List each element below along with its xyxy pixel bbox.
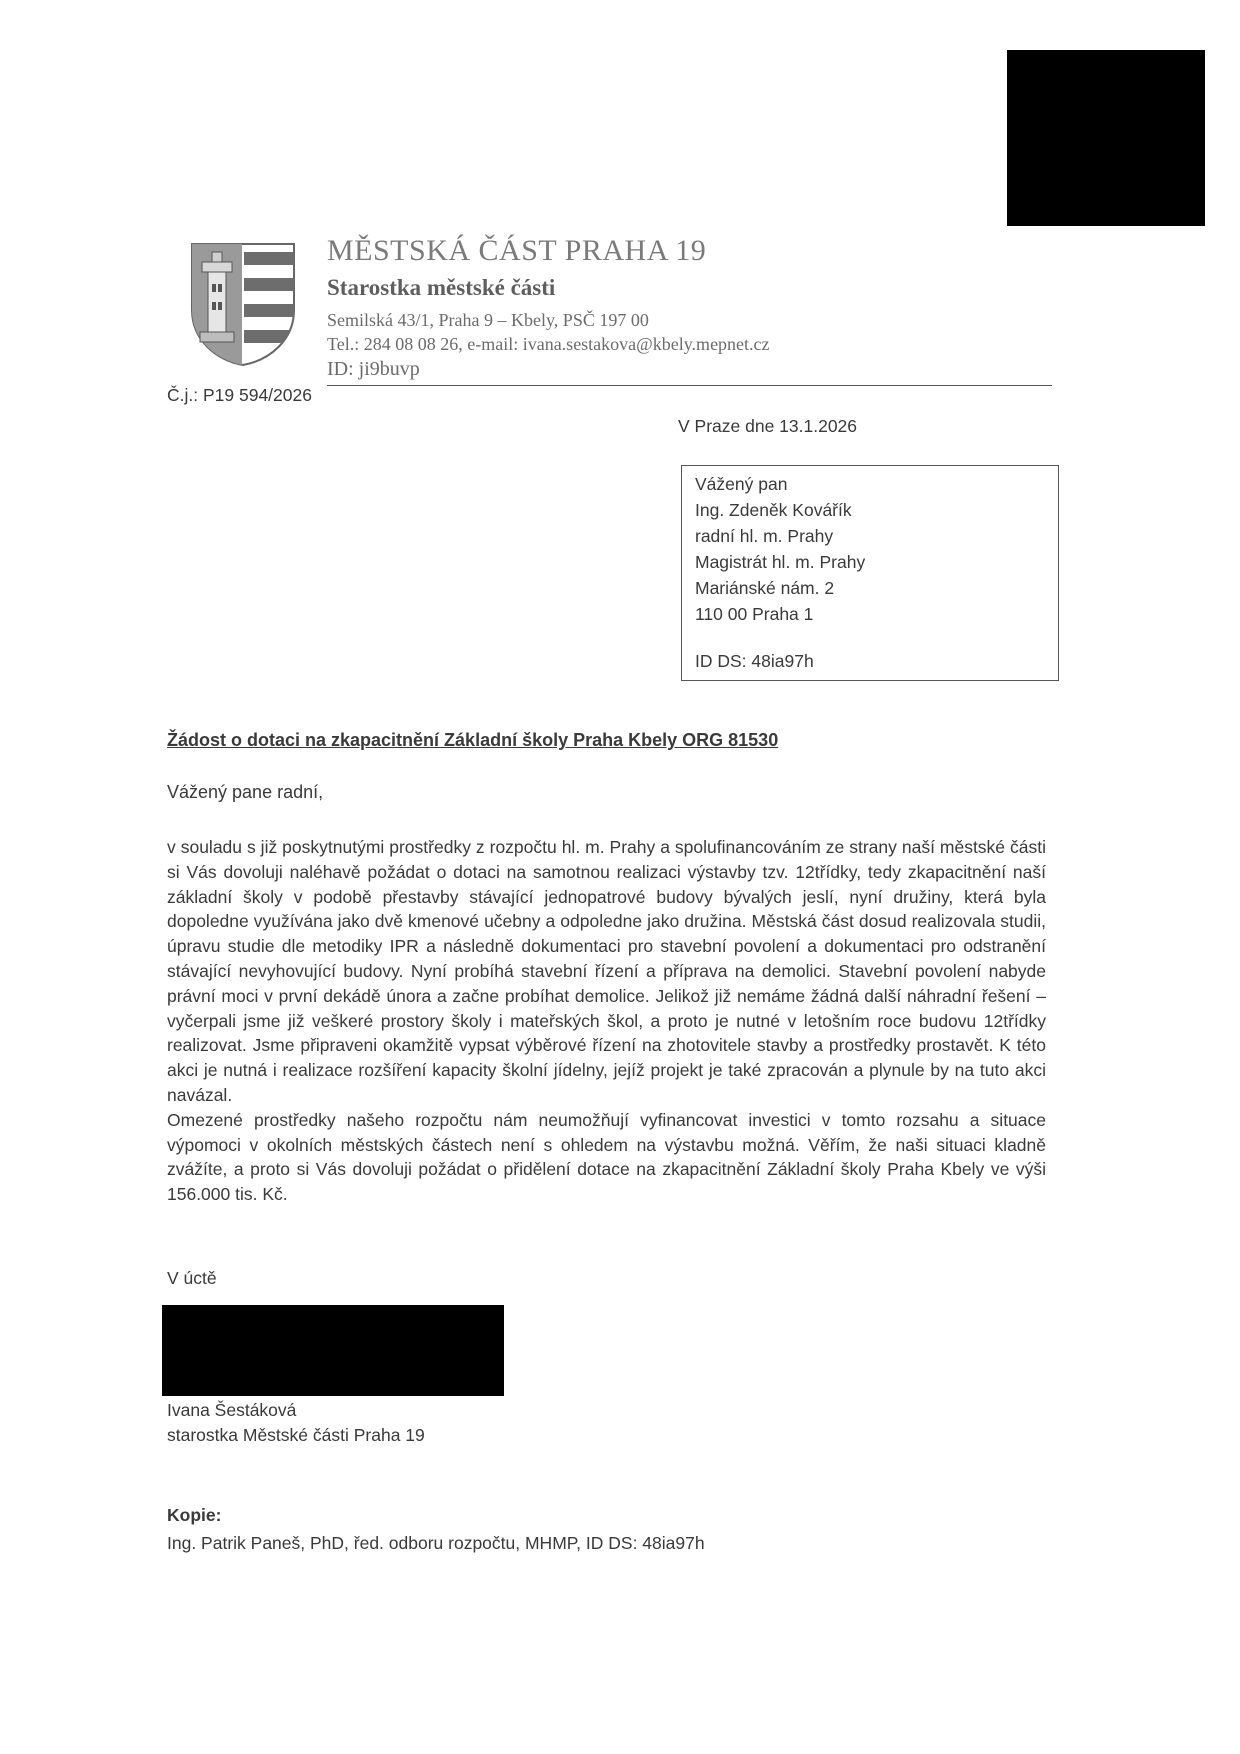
copies-item: Ing. Patrik Paneš, PhD, řed. odboru rozpočtu, MHMP, ID DS: 48ia97h [167,1533,705,1553]
redaction-block-top [1007,50,1205,226]
date-line: V Praze dne 13.1.2026 [678,416,858,436]
letterhead-office-name: MĚSTSKÁ ČÁST PRAHA 19 [327,234,707,267]
recipient-data-box: ID DS: 48ia97h [695,651,814,671]
recipient-line: Magistrát hl. m. Prahy [695,552,866,572]
letter-body [167,835,1046,1207]
closing: V úctě [167,1268,217,1288]
coat-of-arms-icon [188,240,298,368]
salutation: Vážený pane radní, [167,782,324,802]
letterhead-data-box-id: ID: ji9buvp [327,358,420,380]
recipient-address-box [681,465,1059,681]
body-paragraph: Omezené prostředky našeho rozpočtu nám neumožňují vyfinancovat investici v tomto rozsahu a situace výpomoci v okolních městských částech není s ohledem na výstavbu možná. Věřím, že naši situaci kladně zvážíte, a proto si Vás dovoluji požádat o přidělení dotace na zkapacitnění Základní školy Praha Kbely ve výši 156.000 tis. Kč. [167,1109,1046,1205]
reference-number: Č.j.: P19 594/2026 [167,385,312,405]
letterhead-contact: Tel.: 284 08 08 26, e-mail: ivana.sestakova@kbely.mepnet.cz [327,334,770,354]
recipient-line: Vážený pan [695,474,788,494]
copies-heading: Kopie: [167,1505,222,1525]
letterhead-address: Semilská 43/1, Praha 9 – Kbely, PSČ 197 00 [327,310,649,330]
recipient-line: Mariánské nám. 2 [695,578,835,598]
signer-role: starostka Městské části Praha 19 [167,1425,425,1445]
letterhead-office-subtitle: Starostka městské části [327,275,556,300]
recipient-line: Ing. Zdeněk Kovářík [695,500,852,520]
letter-subject: Žádost o dotaci na zkapacitnění Základní školy Praha Kbely ORG 81530 [167,730,779,750]
recipient-line: radní hl. m. Prahy [695,526,834,546]
recipient-line: 110 00 Praha 1 [695,604,814,624]
body-paragraph: v souladu s již poskytnutými prostředky z rozpočtu hl. m. Prahy a spolufinancováním ze strany naší městské části si Vás dovoluji naléhavě požádat o dotaci na samotnou realizaci výstavby tzv. 12třídky, tedy zkapacitnění naší základní školy v podobě přestavby stávající jednopatrové budovy bývalých jeslí, nyní družiny, která byla dopoledne využívána jako dvě kmenové učebny a odpoledne jako družina. Městská část dosud realizovala studii, úpravu studie dle metodiky IPR a následně dokumentaci pro stavební povolení a dokumentaci pro odstranění stávající nevyhovující budovy. Nyní probíhá stavební řízení a příprava na demolici. Stavební povolení nabyde právní moci v první dekádě února a začne probíhat demolice. Jelikož již nemáme žádná další náhradní řešení – vyčerpali jsme již veškeré prostory školy i mateřských škol, a proto je nutné v letošním roce budovu 12třídky realizovat. Jsme připraveni okamžitě vypsat výběrové řízení na zhotovitele stavby a prostředky prostavět. K této akci je nutná i realizace rozšíření kapacity školní jídelny, jejíž projekt je také zpracován a plynule by na tuto akci navázal. [167,837,1046,1105]
redaction-block-signature [162,1305,504,1396]
signer-name: Ivana Šestáková [167,1400,297,1420]
letterhead-divider [327,385,1052,386]
